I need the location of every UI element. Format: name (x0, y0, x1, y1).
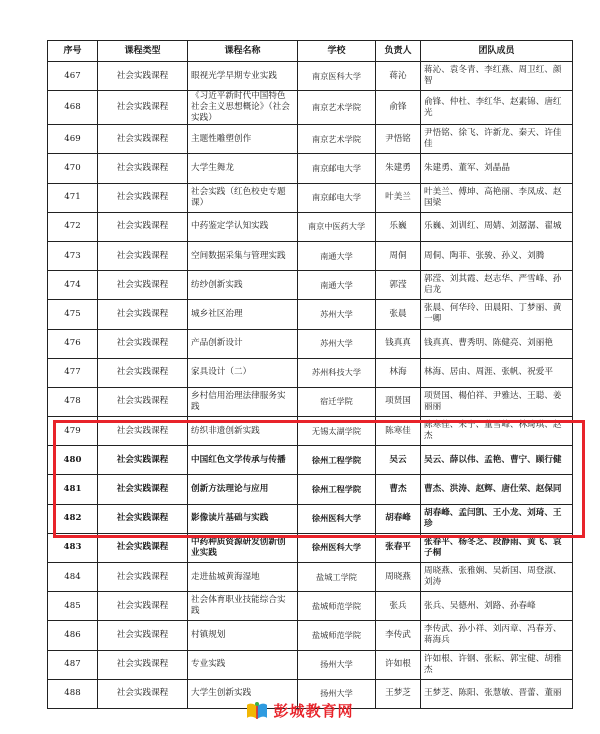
school-cell: 南京医科大学 (298, 62, 376, 91)
course-type-cell: 社会实践课程 (98, 475, 188, 504)
team-members-cell: 张春平、杨冬芝、段静雨、黄飞、袁子桐 (421, 533, 573, 562)
school-cell: 扬州大学 (298, 650, 376, 679)
row-number-cell: 469 (48, 125, 98, 154)
course-type-cell: 社会实践课程 (98, 358, 188, 387)
team-members-cell: 张兵、吴德州、刘路、孙春峰 (421, 592, 573, 621)
team-members-cell: 朱建勇、董军、刘晶晶 (421, 154, 573, 183)
row-number-cell: 473 (48, 241, 98, 270)
course-name-cell: 空间数据采集与管理实践 (188, 241, 298, 270)
watermark-text: 彭城教育网 (273, 702, 354, 720)
table-row (48, 329, 573, 358)
course-type-cell: 社会实践课程 (98, 504, 188, 533)
table-row (48, 183, 573, 212)
team-members-cell: 郭滢、刘其霞、赵志华、严雪峰、孙启龙 (421, 271, 573, 300)
table-row (48, 504, 573, 533)
row-number-cell: 479 (48, 417, 98, 446)
table-row (48, 592, 573, 621)
school-cell: 盐城师范学院 (298, 592, 376, 621)
school-cell: 无锡太湖学院 (298, 417, 376, 446)
leader-cell: 吴云 (376, 446, 421, 475)
course-name-cell: 大学生舞龙 (188, 154, 298, 183)
course-type-cell: 社会实践课程 (98, 125, 188, 154)
course-type-cell: 社会实践课程 (98, 300, 188, 329)
school-cell: 徐州工程学院 (298, 475, 376, 504)
table-row (48, 446, 573, 475)
leader-cell: 朱建勇 (376, 154, 421, 183)
row-number-cell: 481 (48, 475, 98, 504)
team-members-cell: 叶美兰、傅坤、高艳丽、李凤成、赵国梁 (421, 183, 573, 212)
school-cell: 盐城师范学院 (298, 621, 376, 650)
table-body (48, 62, 573, 709)
leader-cell: 曹杰 (376, 475, 421, 504)
table-row (48, 300, 573, 329)
course-name-cell: 社会体育职业技能综合实践 (188, 592, 298, 621)
row-number-cell: 474 (48, 271, 98, 300)
leader-cell: 周晓燕 (376, 563, 421, 592)
leader-cell: 俞锋 (376, 91, 421, 125)
header-cell: 负责人 (376, 41, 421, 62)
leader-cell: 胡春峰 (376, 504, 421, 533)
school-cell: 盐城工学院 (298, 563, 376, 592)
school-cell: 苏州大学 (298, 300, 376, 329)
course-name-cell: 专业实践 (188, 650, 298, 679)
school-cell: 南京艺术学院 (298, 125, 376, 154)
course-type-cell: 社会实践课程 (98, 650, 188, 679)
table-row (48, 212, 573, 241)
table-header-row (48, 41, 573, 62)
team-members-cell: 蒋沁、袁冬青、李红燕、周卫红、颜智 (421, 62, 573, 91)
leader-cell: 尹悟铭 (376, 125, 421, 154)
table-row (48, 154, 573, 183)
course-name-cell: 眼视光学早期专业实践 (188, 62, 298, 91)
course-type-cell: 社会实践课程 (98, 592, 188, 621)
course-type-cell: 社会实践课程 (98, 271, 188, 300)
course-type-cell: 社会实践课程 (98, 212, 188, 241)
school-cell: 扬州大学 (298, 679, 376, 708)
team-members-cell: 胡春峰、孟闫凯、王小龙、刘琦、王珍 (421, 504, 573, 533)
table-row (48, 475, 573, 504)
leader-cell: 张春平 (376, 533, 421, 562)
table-row (48, 358, 573, 387)
row-number-cell: 471 (48, 183, 98, 212)
team-members-cell: 钱真真、曹秀明、陈健亮、刘丽艳 (421, 329, 573, 358)
school-cell: 苏州科技大学 (298, 358, 376, 387)
leader-cell: 周侗 (376, 241, 421, 270)
course-name-cell: 创新方法理论与应用 (188, 475, 298, 504)
row-number-cell: 468 (48, 91, 98, 125)
header-cell: 序号 (48, 41, 98, 62)
school-cell: 苏州大学 (298, 329, 376, 358)
row-number-cell: 475 (48, 300, 98, 329)
leader-cell: 乐巍 (376, 212, 421, 241)
leader-cell: 张晨 (376, 300, 421, 329)
course-type-cell: 社会实践课程 (98, 621, 188, 650)
leader-cell: 叶美兰 (376, 183, 421, 212)
team-members-cell: 乐巍、刘训红、周婧、刘潺潺、翟城 (421, 212, 573, 241)
course-type-cell: 社会实践课程 (98, 387, 188, 416)
header-cell: 课程名称 (188, 41, 298, 62)
table-row (48, 533, 573, 562)
team-members-cell: 王梦芝、陈阳、张慧敏、晋蕾、董丽 (421, 679, 573, 708)
course-type-cell: 社会实践课程 (98, 183, 188, 212)
course-type-cell: 社会实践课程 (98, 329, 188, 358)
course-name-cell: 中药种质资源研发创新创业实践 (188, 533, 298, 562)
course-name-cell: 乡村信用治理法律服务实践 (188, 387, 298, 416)
course-list-table (47, 40, 573, 709)
school-cell: 南京艺术学院 (298, 91, 376, 125)
leader-cell: 张兵 (376, 592, 421, 621)
course-name-cell: 村镇规划 (188, 621, 298, 650)
table-row (48, 563, 573, 592)
team-members-cell: 项贤国、楊伯祥、尹雅达、王聪、姜丽丽 (421, 387, 573, 416)
table-row (48, 62, 573, 91)
leader-cell: 许如根 (376, 650, 421, 679)
course-name-cell: 《习近平新时代中国特色社会主义思想概论》（社会实践） (188, 91, 298, 125)
header-cell: 学校 (298, 41, 376, 62)
header-cell: 课程类型 (98, 41, 188, 62)
course-type-cell: 社会实践课程 (98, 446, 188, 475)
team-members-cell: 许如根、许钢、张耘、郭宝健、胡雅杰 (421, 650, 573, 679)
course-name-cell: 中国红色文学传承与传播 (188, 446, 298, 475)
header-cell: 团队成员 (421, 41, 573, 62)
leader-cell: 李传武 (376, 621, 421, 650)
table-row (48, 650, 573, 679)
leader-cell: 蒋沁 (376, 62, 421, 91)
leader-cell: 陈寒佳 (376, 417, 421, 446)
course-type-cell: 社会实践课程 (98, 91, 188, 125)
leader-cell: 王梦芝 (376, 679, 421, 708)
row-number-cell: 486 (48, 621, 98, 650)
row-number-cell: 483 (48, 533, 98, 562)
row-number-cell: 477 (48, 358, 98, 387)
course-name-cell: 城乡社区治理 (188, 300, 298, 329)
school-cell: 南京中医药大学 (298, 212, 376, 241)
team-members-cell: 陈寒佳、朱宁、董雪峰、林琦琪、赵杰 (421, 417, 573, 446)
school-cell: 徐州医科大学 (298, 504, 376, 533)
course-type-cell: 社会实践课程 (98, 533, 188, 562)
team-members-cell: 曹杰、洪涛、赵辉、唐仕荣、赵保同 (421, 475, 573, 504)
school-cell: 宿迁学院 (298, 387, 376, 416)
course-type-cell: 社会实践课程 (98, 679, 188, 708)
row-number-cell: 470 (48, 154, 98, 183)
school-cell: 徐州工程学院 (298, 446, 376, 475)
table-row (48, 91, 573, 125)
course-type-cell: 社会实践课程 (98, 154, 188, 183)
team-members-cell: 李传武、孙小祥、刘丙章、冯春芳、蒋海兵 (421, 621, 573, 650)
team-members-cell: 俞锋、仲杜、李红华、赵素锦、唐红光 (421, 91, 573, 125)
team-members-cell: 周侗、陶菲、张骏、孙义、刘腾 (421, 241, 573, 270)
course-name-cell: 影像读片基础与实践 (188, 504, 298, 533)
leader-cell: 林海 (376, 358, 421, 387)
course-type-cell: 社会实践课程 (98, 241, 188, 270)
row-number-cell: 472 (48, 212, 98, 241)
course-name-cell: 主题性雕塑创作 (188, 125, 298, 154)
row-number-cell: 488 (48, 679, 98, 708)
leader-cell: 郭滢 (376, 271, 421, 300)
course-name-cell: 产品创新设计 (188, 329, 298, 358)
course-name-cell: 社会实践（红色校史专题课） (188, 183, 298, 212)
course-name-cell: 家具设计（二） (188, 358, 298, 387)
leader-cell: 项贤国 (376, 387, 421, 416)
team-members-cell: 张晨、何华玲、田晨阳、丁梦丽、黄一卿 (421, 300, 573, 329)
row-number-cell: 478 (48, 387, 98, 416)
row-number-cell: 487 (48, 650, 98, 679)
school-cell: 南通大学 (298, 271, 376, 300)
watermark (0, 700, 600, 725)
document-page (47, 40, 572, 709)
school-cell: 南京邮电大学 (298, 154, 376, 183)
row-number-cell: 480 (48, 446, 98, 475)
team-members-cell: 吴云、薛以伟、孟艳、曹宁、顾行健 (421, 446, 573, 475)
book-logo-icon (246, 701, 268, 721)
table-row (48, 125, 573, 154)
school-cell: 徐州医科大学 (298, 533, 376, 562)
row-number-cell: 467 (48, 62, 98, 91)
table-row (48, 241, 573, 270)
team-members-cell: 林海、居由、周涯、张帆、祝爱平 (421, 358, 573, 387)
table-row (48, 417, 573, 446)
course-name-cell: 走进盐城黄海湿地 (188, 563, 298, 592)
table-row (48, 621, 573, 650)
course-name-cell: 中药鉴定学认知实践 (188, 212, 298, 241)
table-row (48, 387, 573, 416)
school-cell: 南通大学 (298, 241, 376, 270)
team-members-cell: 尹悟铭、徐飞、许新龙、秦天、许佳佳 (421, 125, 573, 154)
table-row (48, 271, 573, 300)
row-number-cell: 485 (48, 592, 98, 621)
row-number-cell: 482 (48, 504, 98, 533)
row-number-cell: 476 (48, 329, 98, 358)
course-type-cell: 社会实践课程 (98, 62, 188, 91)
row-number-cell: 484 (48, 563, 98, 592)
team-members-cell: 周晓燕、张雅娴、吴新国、周登淑、刘涛 (421, 563, 573, 592)
course-type-cell: 社会实践课程 (98, 563, 188, 592)
leader-cell: 钱真真 (376, 329, 421, 358)
course-name-cell: 纺纱创新实践 (188, 271, 298, 300)
school-cell: 南京邮电大学 (298, 183, 376, 212)
course-type-cell: 社会实践课程 (98, 417, 188, 446)
course-name-cell: 大学生创新实践 (188, 679, 298, 708)
course-name-cell: 纺织非遗创新实践 (188, 417, 298, 446)
